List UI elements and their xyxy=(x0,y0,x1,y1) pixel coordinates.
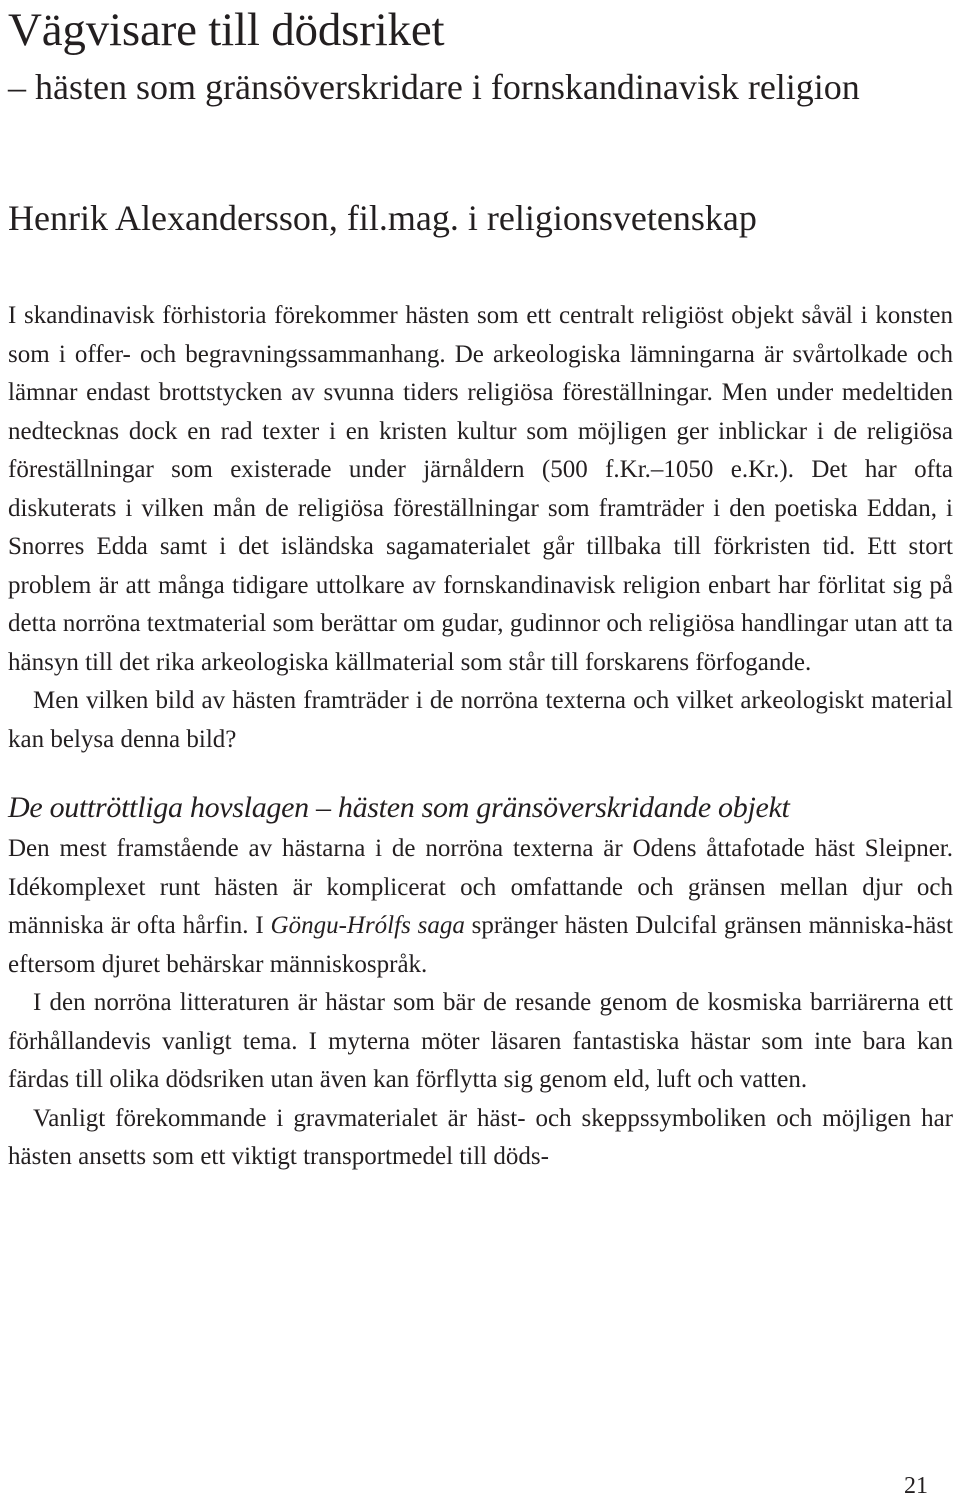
article-subtitle: – hästen som gränsöverskridare i fornskandinavisk religion xyxy=(8,67,860,107)
article-author: Henrik Alexandersson, fil.mag. i religionsvetenskap xyxy=(8,198,757,238)
section-paragraph-2: I den norröna litteraturen är hästar som bär de resande genom de kosmiska barriärerna ett förhållandevis vanligt tema. I myterna möter läsaren fantastiska hästar som inte bara kan färdas till olika dödsriken utan även kan förflytta sig genom eld, luft och vatten. xyxy=(8,989,953,1093)
section-paragraph-1-text-b: spränger hästen Dulcifal gränsen människa-häst eftersom djuret behärskar människospråk. xyxy=(8,912,953,978)
intro-paragraph-1: I skandinavisk förhistoria förekommer hästen som ett centralt religiöst objekt såväl i konsten som i offer- och begravningssammanhang. De arkeologiska lämningarna är svårtolkade och lämnar endast brottstycken av svunna tiders religiösa föreställningar. Men under medeltiden nedtecknas dock en rad texter i en kristen kultur som möjligen ger inblickar i de religiösa föreställningar som existerade under järnåldern (500 f.Kr.–1050 e.Kr.). Det har ofta diskuterats i vilken mån de religiösa föreställningar som framträder i den poetiska Eddan, i Snorres Edda samt i det isländska sagamaterialet går tillbaka till förkristen tid. Ett stort problem är att många tidigare uttolkare av fornskandinavisk religion enbart har förlitat sig på detta norröna textmaterial som berättar om gudar, gudinnor och religiösa handlingar utan att ta hänsyn till det rika arkeologiska källmaterial som står till forskarens förfogande. xyxy=(8,302,953,676)
saga-title: Göngu-Hrólfs saga xyxy=(270,912,465,939)
page-number: 21 xyxy=(904,1473,928,1499)
article-title: Vägvisare till dödsriket xyxy=(8,4,445,56)
intro-paragraph-2: Men vilken bild av hästen framträder i de norröna texterna och vilket arkeologiskt material kan belysa denna bild? xyxy=(8,687,953,753)
section-paragraph-1-text-a: Den mest framstående av hästarna i de norröna texterna är Odens åttafotade häst Sleipner. Idékomplexet runt hästen är komplicerat och omfattande och gränsen mellan djur och människa är ofta hårfin. I xyxy=(8,835,953,939)
section-heading: De outtröttliga hovslagen – hästen som gränsöverskridande objekt xyxy=(8,791,790,824)
section-paragraph-3: Vanligt förekommande i gravmaterialet är häst- och skeppssymboliken och möjligen har hästen ansetts som ett viktigt transportmedel till döds- xyxy=(8,1104,953,1170)
section-paragraph-1 xyxy=(8,830,953,984)
document-page xyxy=(8,0,953,1177)
